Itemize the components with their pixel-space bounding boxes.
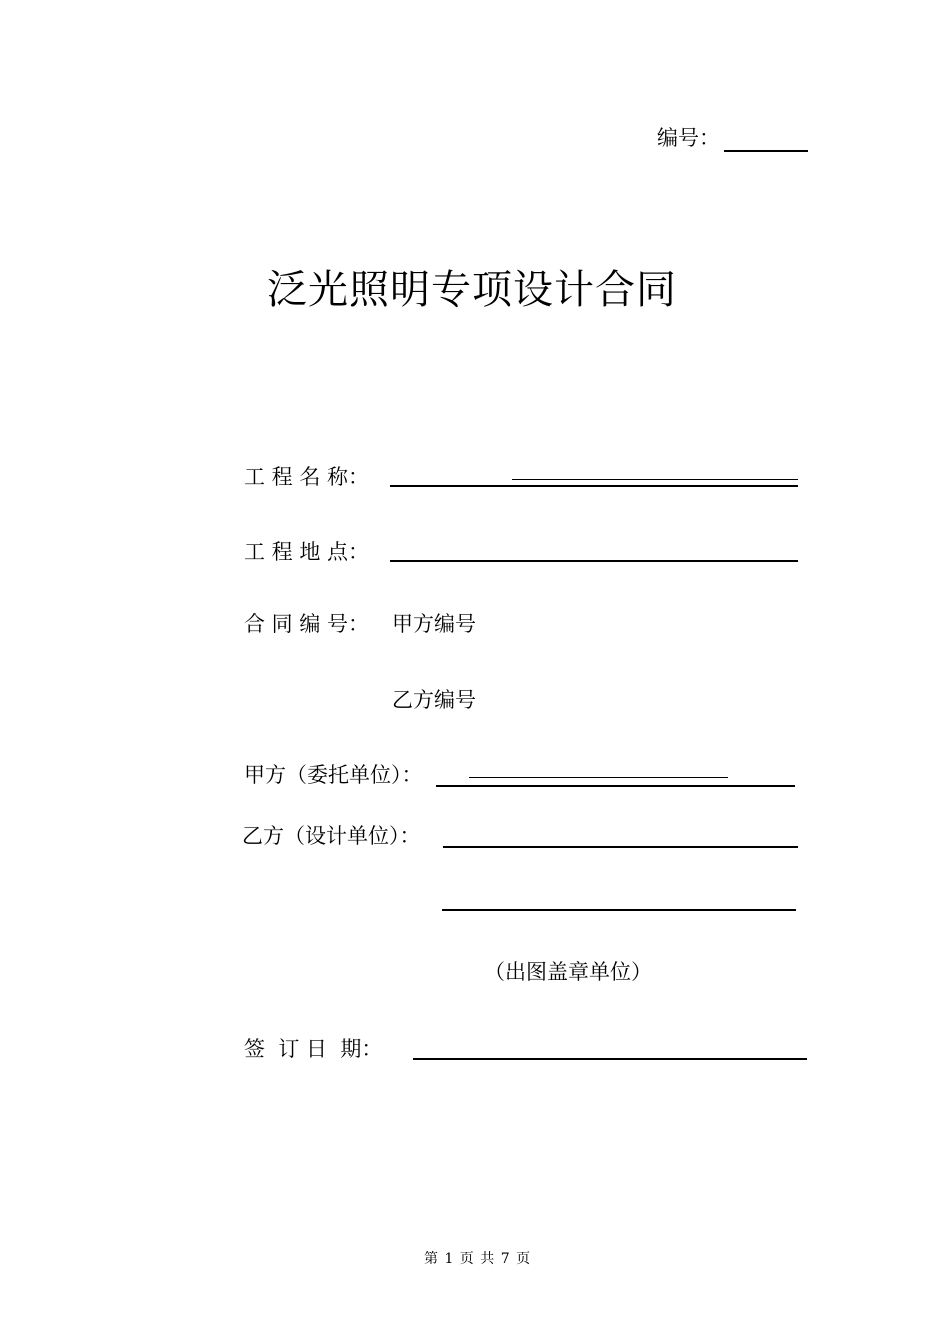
contract-number-label: 合 同 编 号： bbox=[244, 612, 370, 636]
doc-number-label: 编号： bbox=[657, 126, 720, 150]
party-b-label: 乙方（设计单位）： bbox=[242, 824, 421, 848]
sign-date-label: 签 订 日 期： bbox=[244, 1037, 383, 1061]
project-site-label: 工 程 地 点： bbox=[244, 540, 370, 564]
doc-number-blank[interactable] bbox=[724, 150, 808, 152]
party-a-inner-line bbox=[469, 777, 728, 778]
party-a-blank[interactable] bbox=[436, 785, 795, 787]
project-name-blank[interactable] bbox=[390, 485, 798, 487]
project-site-blank[interactable] bbox=[390, 560, 798, 562]
party-b-blank[interactable] bbox=[443, 846, 798, 848]
stamp-unit-blank[interactable] bbox=[442, 909, 796, 911]
project-name-inner-line bbox=[512, 479, 798, 480]
sign-date-blank[interactable] bbox=[413, 1058, 807, 1060]
project-name-label: 工 程 名 称： bbox=[244, 465, 370, 489]
page-footer: 第 1 页 共 7 页 bbox=[424, 1251, 532, 1267]
party-b-number: 乙方编号 bbox=[392, 688, 476, 712]
party-a-label: 甲方（委托单位）： bbox=[244, 763, 423, 787]
stamp-unit-caption: （出图盖章单位） bbox=[484, 960, 652, 984]
party-a-number: 甲方编号 bbox=[392, 612, 476, 636]
document-title: 泛光照明专项设计合同 bbox=[267, 267, 677, 313]
